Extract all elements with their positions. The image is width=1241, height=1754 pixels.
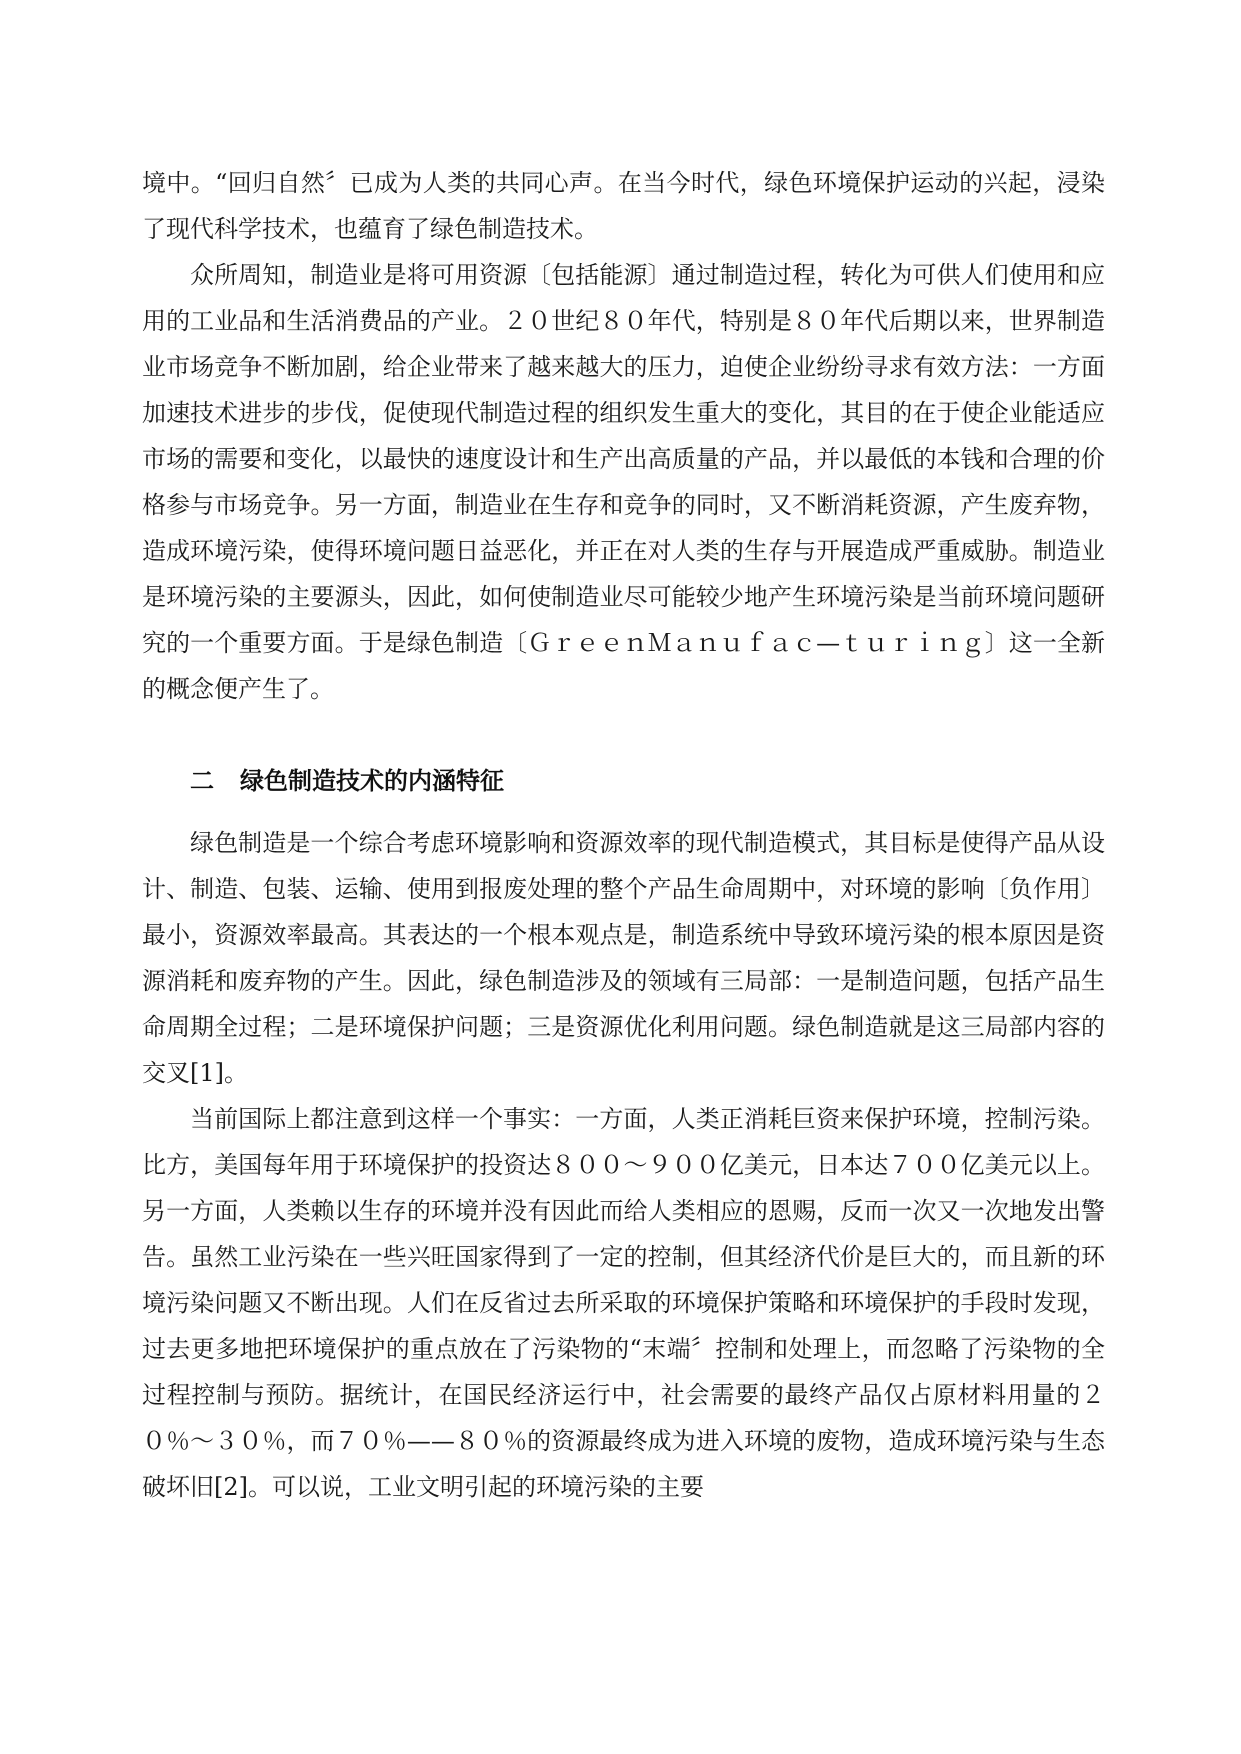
paragraph-international-facts: 当前国际上都注意到这样一个事实：一方面，人类正消耗巨资来保护环境，控制污染。比方，美国每年用于环境保护的投资达８００～９００亿美元，日本达７００亿美元以上。另一方面，人类赖以生存的环境并没有因此而给人类相应的恩赐，反而一次又一次地发出警告。虽然工业污染在一些兴旺国家得到了一定的控制，但其经济代价是巨大的，而且新的环境污染问题又不断出现。人们在反省过去所采取的环境保护策略和环境保护的手段时发现，过去更多地把环境保护的重点放在了污染物的“末端〞控制和处理上，而忽略了污染物的全过程控制与预防。据统计，在国民经济运行中，社会需要的最终产品仅占原材料用量的２０％～３０％，而７０％——８０％的资源最终成为进入环境的废物，造成环境污染与生态破坏旧[2]。可以说，工业文明引起的环境污染的主要	[142, 1105, 1105, 1501]
section-2-text	[142, 820, 1105, 1510]
paragraph-manufacturing-industry: 众所周知，制造业是将可用资源〔包括能源〕通过制造过程，转化为可供人们使用和应用的工业品和生活消费品的产业。２０世纪８０年代，特别是８０年代后期以来，世界制造业市场竞争不断加剧，给企业带来了越来越大的压力，迫使企业纷纷寻求有效方法：一方面加速技术进步的步伐，促使现代制造过程的组织发生重大的变化，其目的在于使企业能适应市场的需要和变化，以最快的速度设计和生产出高质量的产品，并以最低的本钱和合理的价格参与市场竞争。另一方面，制造业在生存和竞争的同时，又不断消耗资源，产生废弃物，造成环境污染，使得环境问题日益恶化，并正在对人类的生存与开展造成严重威胁。制造业是环境污染的主要源头，因此，如何使制造业尽可能较少地产生环境污染是当前环境问题研究的一个重要方面。于是绿色制造〔ＧｒｅｅｎＭａｎｕｆａｃ—ｔｕｒｉｎｇ〕这一全新的概念便产生了。	[142, 261, 1105, 703]
section-heading	[190, 758, 1090, 804]
section-1-text	[142, 160, 1105, 712]
section-number: 二	[190, 767, 214, 795]
paragraph-green-manufacturing-definition: 绿色制造是一个综合考虑环境影响和资源效率的现代制造模式，其目标是使得产品从设计、制造、包装、运输、使用到报废处理的整个产品生命周期中，对环境的影响〔负作用〕最小，资源效率最高。其表达的一个根本观点是，制造系统中导致环境污染的根本原因是资源消耗和废弃物的产生。因此，绿色制造涉及的领域有三局部：一是制造问题，包括产品生命周期全过程；二是环境保护问题；三是资源优化利用问题。绿色制造就是这三局部内容的交叉[1]。	[142, 829, 1105, 1087]
section-title: 绿色制造技术的内涵特征	[240, 767, 504, 795]
paragraph-continued: 境中。“回归自然〞已成为人类的共同心声。在当今时代，绿色环境保护运动的兴起，浸染了现代科学技术，也蕴育了绿色制造技术。	[142, 169, 1105, 243]
